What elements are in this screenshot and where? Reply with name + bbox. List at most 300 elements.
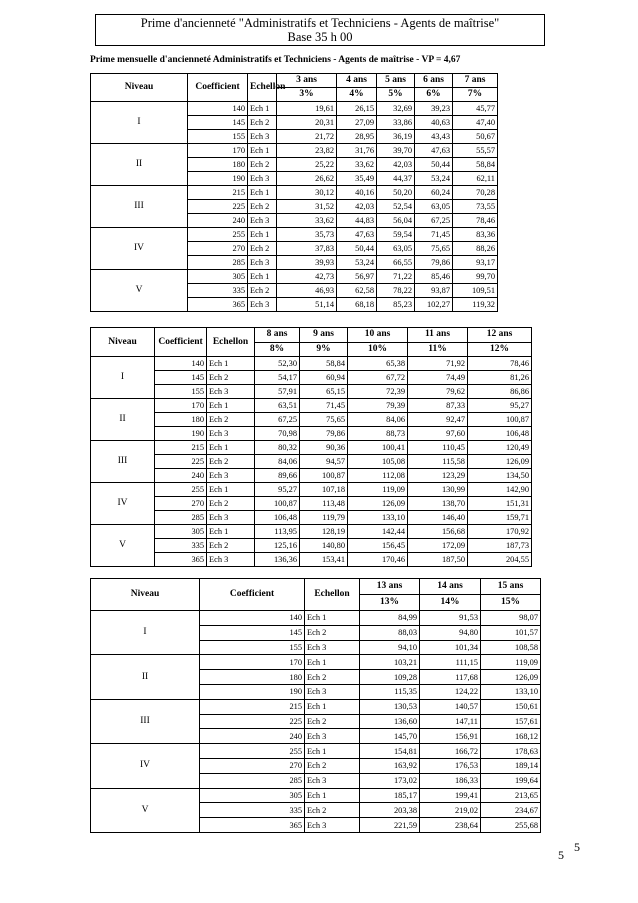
amount-cell: 79,86 — [300, 427, 348, 441]
coefficient-cell: 305 — [188, 270, 248, 284]
amount-cell: 95,27 — [255, 483, 300, 497]
amount-cell: 126,09 — [481, 670, 541, 685]
coefficient-cell: 225 — [155, 455, 207, 469]
echellon-cell: Ech 1 — [305, 744, 360, 759]
amount-cell: 187,50 — [408, 553, 468, 567]
amount-cell: 75,65 — [415, 242, 453, 256]
amount-cell: 97,60 — [408, 427, 468, 441]
amount-cell: 156,68 — [408, 525, 468, 539]
amount-cell: 50,67 — [453, 130, 498, 144]
amount-cell: 62,11 — [453, 172, 498, 186]
coefficient-cell: 170 — [188, 144, 248, 158]
percent-header: 4% — [337, 88, 377, 102]
years-header: 12 ans — [468, 328, 532, 343]
amount-cell: 37,83 — [277, 242, 337, 256]
coefficient-cell: 335 — [200, 803, 305, 818]
coefficient-cell: 255 — [155, 483, 207, 497]
percent-header: 3% — [277, 88, 337, 102]
echellon-cell: Ech 3 — [305, 818, 360, 833]
amount-cell: 107,18 — [300, 483, 348, 497]
years-header: 4 ans — [337, 74, 377, 88]
amount-cell: 45,77 — [453, 102, 498, 116]
years-header: 8 ans — [255, 328, 300, 343]
coefficient-cell: 365 — [200, 818, 305, 833]
coefficient-cell: 285 — [200, 773, 305, 788]
niveau-cell: III — [91, 186, 188, 228]
niveau-cell: III — [91, 699, 200, 743]
amount-cell: 66,55 — [377, 256, 415, 270]
coefficient-header: Coefficient — [188, 74, 248, 102]
amount-cell: 57,91 — [255, 385, 300, 399]
amount-cell: 31,76 — [337, 144, 377, 158]
amount-cell: 126,09 — [348, 497, 408, 511]
niveau-header: Niveau — [91, 579, 200, 611]
amount-cell: 120,49 — [468, 441, 532, 455]
amount-cell: 140,80 — [300, 539, 348, 553]
amount-cell: 108,58 — [481, 640, 541, 655]
percent-header: 12% — [468, 342, 532, 357]
years-header: 6 ans — [415, 74, 453, 88]
amount-cell: 100,87 — [255, 497, 300, 511]
niveau-cell: I — [91, 357, 155, 399]
table-row — [91, 611, 614, 626]
table-row — [91, 699, 614, 714]
amount-cell: 113,95 — [255, 525, 300, 539]
amount-cell: 133,10 — [481, 684, 541, 699]
amount-cell: 105,08 — [348, 455, 408, 469]
amount-cell: 150,61 — [481, 699, 541, 714]
amount-cell: 72,39 — [348, 385, 408, 399]
amount-cell: 130,99 — [408, 483, 468, 497]
amount-cell: 30,12 — [277, 186, 337, 200]
amount-cell: 189,14 — [481, 758, 541, 773]
table-row — [91, 441, 532, 455]
table-row — [91, 371, 532, 385]
coefficient-cell: 180 — [188, 158, 248, 172]
amount-cell: 46,93 — [277, 284, 337, 298]
amount-cell: 234,67 — [481, 803, 541, 818]
amount-cell: 133,10 — [348, 511, 408, 525]
coefficient-cell: 305 — [155, 525, 207, 539]
percent-header: 5% — [377, 88, 415, 102]
amount-cell: 35,73 — [277, 228, 337, 242]
amount-cell: 58,84 — [300, 357, 348, 371]
coefficient-cell: 215 — [188, 186, 248, 200]
amount-cell: 91,53 — [420, 611, 481, 626]
years-header: 13 ans — [360, 579, 420, 595]
amount-cell: 40,63 — [415, 116, 453, 130]
amount-cell: 94,57 — [300, 455, 348, 469]
amount-cell: 115,35 — [360, 684, 420, 699]
echellon-cell: Ech 3 — [207, 511, 255, 525]
percent-header: 15% — [481, 595, 541, 611]
amount-cell: 58,84 — [453, 158, 498, 172]
amount-cell: 203,38 — [360, 803, 420, 818]
coefficient-cell: 140 — [188, 102, 248, 116]
amount-cell: 84,06 — [255, 455, 300, 469]
amount-cell: 98,07 — [481, 611, 541, 626]
percent-header: 14% — [420, 595, 481, 611]
percent-header: 6% — [415, 88, 453, 102]
amount-cell: 88,26 — [453, 242, 498, 256]
echellon-cell: Ech 1 — [207, 357, 255, 371]
echellon-cell: Ech 3 — [305, 640, 360, 655]
amount-cell: 27,09 — [337, 116, 377, 130]
amount-cell: 65,38 — [348, 357, 408, 371]
amount-cell: 71,45 — [300, 399, 348, 413]
echellon-cell: Ech 1 — [248, 270, 277, 284]
echellon-cell: Ech 2 — [248, 284, 277, 298]
amount-cell: 50,44 — [337, 242, 377, 256]
amount-cell: 53,24 — [415, 172, 453, 186]
coefficient-cell: 335 — [155, 539, 207, 553]
years-header: 9 ans — [300, 328, 348, 343]
amount-cell: 157,61 — [481, 714, 541, 729]
amount-cell: 89,66 — [255, 469, 300, 483]
amount-cell: 19,61 — [277, 102, 337, 116]
coefficient-cell: 285 — [188, 256, 248, 270]
echellon-cell: Ech 2 — [305, 625, 360, 640]
amount-cell: 60,94 — [300, 371, 348, 385]
table-row — [91, 399, 532, 413]
amount-cell: 142,90 — [468, 483, 532, 497]
amount-cell: 90,36 — [300, 441, 348, 455]
echellon-cell: Ech 2 — [207, 455, 255, 469]
echellon-cell: Ech 3 — [305, 684, 360, 699]
coefficient-cell: 270 — [200, 758, 305, 773]
amount-cell: 166,72 — [420, 744, 481, 759]
amount-cell: 84,06 — [348, 413, 408, 427]
amount-cell: 156,91 — [420, 729, 481, 744]
amount-cell: 219,02 — [420, 803, 481, 818]
coefficient-cell: 225 — [200, 714, 305, 729]
amount-cell: 154,81 — [360, 744, 420, 759]
document-title-base: Base 35 h 00 — [287, 30, 353, 44]
amount-cell: 33,86 — [377, 116, 415, 130]
amount-cell: 59,54 — [377, 228, 415, 242]
echellon-cell: Ech 2 — [207, 539, 255, 553]
coefficient-cell: 270 — [188, 242, 248, 256]
echellon-cell: Ech 1 — [207, 483, 255, 497]
amount-cell: 42,03 — [377, 158, 415, 172]
niveau-header: Niveau — [91, 328, 155, 357]
coefficient-header: Coefficient — [200, 579, 305, 611]
coefficient-cell: 365 — [188, 298, 248, 312]
echellon-cell: Ech 2 — [305, 714, 360, 729]
echellon-cell: Ech 1 — [248, 186, 277, 200]
amount-cell: 39,23 — [415, 102, 453, 116]
amount-cell: 79,62 — [408, 385, 468, 399]
coefficient-cell: 145 — [155, 371, 207, 385]
coefficient-cell: 180 — [155, 413, 207, 427]
amount-cell: 32,69 — [377, 102, 415, 116]
amount-cell: 140,57 — [420, 699, 481, 714]
amount-cell: 119,79 — [300, 511, 348, 525]
table-row — [91, 525, 532, 539]
table-row — [91, 357, 532, 371]
amount-cell: 138,70 — [408, 497, 468, 511]
amount-cell: 172,09 — [408, 539, 468, 553]
amount-cell: 63,05 — [377, 242, 415, 256]
table-row — [91, 186, 549, 200]
niveau-cell: III — [91, 441, 155, 483]
amount-cell: 94,10 — [360, 640, 420, 655]
amount-cell: 75,65 — [300, 413, 348, 427]
amount-cell: 163,92 — [360, 758, 420, 773]
amount-cell: 35,49 — [337, 172, 377, 186]
percent-header: 10% — [348, 342, 408, 357]
table-row — [91, 270, 549, 284]
amount-cell: 28,95 — [337, 130, 377, 144]
coefficient-cell: 270 — [155, 497, 207, 511]
echellon-cell: Ech 1 — [305, 611, 360, 626]
amount-cell: 39,70 — [377, 144, 415, 158]
table-caption: Prime mensuelle d'ancienneté Administratifs et Techniciens - Agents de maîtrise - VP = 4,67 — [90, 55, 461, 65]
amount-cell: 50,44 — [415, 158, 453, 172]
coefficient-cell: 335 — [188, 284, 248, 298]
amount-cell: 47,63 — [415, 144, 453, 158]
amount-cell: 124,22 — [420, 684, 481, 699]
amount-cell: 88,03 — [360, 625, 420, 640]
amount-cell: 176,53 — [420, 758, 481, 773]
amount-cell: 42,73 — [277, 270, 337, 284]
table-row — [91, 497, 532, 511]
coefficient-cell: 240 — [155, 469, 207, 483]
amount-cell: 83,36 — [453, 228, 498, 242]
amount-cell: 78,46 — [453, 214, 498, 228]
amount-cell: 213,65 — [481, 788, 541, 803]
percent-header: 7% — [453, 88, 498, 102]
amount-cell: 106,48 — [255, 511, 300, 525]
page-number-secondary: 5 — [574, 840, 580, 854]
document-title: Prime d'ancienneté "Administratifs et Techniciens - Agents de maîtrise" — [140, 16, 500, 30]
coefficient-cell: 155 — [188, 130, 248, 144]
coefficient-header: Coefficient — [155, 328, 207, 357]
echellon-cell: Ech 1 — [207, 399, 255, 413]
amount-cell: 31,52 — [277, 200, 337, 214]
amount-cell: 86,86 — [468, 385, 532, 399]
amount-cell: 95,27 — [468, 399, 532, 413]
table-row — [91, 413, 532, 427]
echellon-cell: Ech 1 — [305, 788, 360, 803]
amount-cell: 80,32 — [255, 441, 300, 455]
amount-cell: 151,31 — [468, 497, 532, 511]
echellon-cell: Ech 3 — [248, 256, 277, 270]
percent-header: 13% — [360, 595, 420, 611]
amount-cell: 173,02 — [360, 773, 420, 788]
echellon-cell: Ech 2 — [207, 497, 255, 511]
amount-cell: 78,46 — [468, 357, 532, 371]
coefficient-cell: 190 — [188, 172, 248, 186]
niveau-cell: V — [91, 788, 200, 832]
coefficient-cell: 215 — [200, 699, 305, 714]
amount-cell: 221,59 — [360, 818, 420, 833]
echellon-cell: Ech 2 — [305, 803, 360, 818]
amount-cell: 170,46 — [348, 553, 408, 567]
amount-cell: 204,55 — [468, 553, 532, 567]
coefficient-cell: 145 — [188, 116, 248, 130]
niveau-cell: IV — [91, 483, 155, 525]
amount-cell: 50,20 — [377, 186, 415, 200]
niveau-cell: IV — [91, 228, 188, 270]
amount-cell: 92,47 — [408, 413, 468, 427]
amount-cell: 106,48 — [468, 427, 532, 441]
echellon-cell: Ech 2 — [305, 758, 360, 773]
amount-cell: 52,30 — [255, 357, 300, 371]
echellon-cell: Ech 1 — [207, 441, 255, 455]
echellon-cell: Ech 3 — [207, 427, 255, 441]
coefficient-cell: 240 — [188, 214, 248, 228]
niveau-cell: IV — [91, 744, 200, 788]
years-header: 14 ans — [420, 579, 481, 595]
amount-cell: 156,45 — [348, 539, 408, 553]
echellon-cell: Ech 2 — [207, 371, 255, 385]
amount-cell: 119,09 — [348, 483, 408, 497]
years-header: 15 ans — [481, 579, 541, 595]
table-row — [91, 744, 614, 759]
echellon-cell: Ech 1 — [305, 699, 360, 714]
amount-cell: 115,58 — [408, 455, 468, 469]
niveau-cell: II — [91, 655, 200, 699]
coefficient-cell: 255 — [200, 744, 305, 759]
table-row — [91, 469, 532, 483]
amount-cell: 71,22 — [377, 270, 415, 284]
percent-header: 8% — [255, 342, 300, 357]
amount-cell: 186,33 — [420, 773, 481, 788]
amount-cell: 199,41 — [420, 788, 481, 803]
echellon-cell: Ech 1 — [305, 655, 360, 670]
echellon-cell: Ech 3 — [305, 729, 360, 744]
amount-cell: 36,19 — [377, 130, 415, 144]
echellon-header: Echellon — [207, 328, 255, 357]
amount-cell: 126,09 — [468, 455, 532, 469]
page-number: 5 — [558, 848, 564, 862]
coefficient-cell: 190 — [155, 427, 207, 441]
coefficient-cell: 305 — [200, 788, 305, 803]
amount-cell: 168,12 — [481, 729, 541, 744]
table-row — [91, 427, 532, 441]
amount-cell: 88,73 — [348, 427, 408, 441]
amount-cell: 21,72 — [277, 130, 337, 144]
document-title-box — [95, 14, 545, 46]
amount-cell: 113,48 — [300, 497, 348, 511]
table-row — [91, 655, 614, 670]
amount-cell: 67,25 — [415, 214, 453, 228]
niveau-cell: V — [91, 525, 155, 567]
amount-cell: 103,21 — [360, 655, 420, 670]
amount-cell: 93,87 — [415, 284, 453, 298]
table-row — [91, 144, 549, 158]
echellon-cell: Ech 3 — [248, 214, 277, 228]
amount-cell: 33,62 — [277, 214, 337, 228]
amount-cell: 153,41 — [300, 553, 348, 567]
amount-cell: 44,37 — [377, 172, 415, 186]
coefficient-cell: 240 — [200, 729, 305, 744]
amount-cell: 136,60 — [360, 714, 420, 729]
amount-cell: 40,16 — [337, 186, 377, 200]
amount-cell: 112,08 — [348, 469, 408, 483]
coefficient-cell: 170 — [200, 655, 305, 670]
amount-cell: 146,40 — [408, 511, 468, 525]
coefficient-cell: 140 — [200, 611, 305, 626]
amount-cell: 74,49 — [408, 371, 468, 385]
coefficient-cell: 365 — [155, 553, 207, 567]
amount-cell: 60,24 — [415, 186, 453, 200]
amount-cell: 119,32 — [453, 298, 498, 312]
table-row — [91, 483, 532, 497]
echellon-cell: Ech 1 — [248, 102, 277, 116]
echellon-cell: Ech 3 — [207, 385, 255, 399]
amount-cell: 117,68 — [420, 670, 481, 685]
seniority-table-2 — [90, 327, 532, 567]
amount-cell: 52,54 — [377, 200, 415, 214]
years-header: 10 ans — [348, 328, 408, 343]
amount-cell: 142,44 — [348, 525, 408, 539]
amount-cell: 93,17 — [453, 256, 498, 270]
amount-cell: 43,43 — [415, 130, 453, 144]
echellon-cell: Ech 1 — [248, 228, 277, 242]
amount-cell: 187,73 — [468, 539, 532, 553]
amount-cell: 101,34 — [420, 640, 481, 655]
echellon-cell: Ech 2 — [207, 413, 255, 427]
amount-cell: 39,93 — [277, 256, 337, 270]
coefficient-cell: 225 — [188, 200, 248, 214]
amount-cell: 110,45 — [408, 441, 468, 455]
echellon-cell: Ech 1 — [207, 525, 255, 539]
niveau-cell: II — [91, 144, 188, 186]
years-header: 7 ans — [453, 74, 498, 88]
amount-cell: 130,53 — [360, 699, 420, 714]
amount-cell: 51,14 — [277, 298, 337, 312]
echellon-cell: Ech 3 — [207, 469, 255, 483]
coefficient-cell: 180 — [200, 670, 305, 685]
amount-cell: 238,64 — [420, 818, 481, 833]
table-row — [91, 228, 549, 242]
coefficient-cell: 145 — [200, 625, 305, 640]
echellon-cell: Ech 3 — [305, 773, 360, 788]
amount-cell: 70,28 — [453, 186, 498, 200]
amount-cell: 145,70 — [360, 729, 420, 744]
seniority-table-1 — [90, 73, 549, 312]
amount-cell: 71,45 — [415, 228, 453, 242]
amount-cell: 62,58 — [337, 284, 377, 298]
amount-cell: 99,70 — [453, 270, 498, 284]
echellon-cell: Ech 2 — [248, 158, 277, 172]
amount-cell: 73,55 — [453, 200, 498, 214]
amount-cell: 170,92 — [468, 525, 532, 539]
amount-cell: 54,17 — [255, 371, 300, 385]
amount-cell: 255,68 — [481, 818, 541, 833]
table-row — [91, 553, 532, 567]
coefficient-cell: 190 — [200, 684, 305, 699]
amount-cell: 55,57 — [453, 144, 498, 158]
amount-cell: 81,26 — [468, 371, 532, 385]
coefficient-cell: 215 — [155, 441, 207, 455]
echellon-cell: Ech 2 — [305, 670, 360, 685]
amount-cell: 185,17 — [360, 788, 420, 803]
amount-cell: 71,92 — [408, 357, 468, 371]
table-row — [91, 788, 614, 803]
amount-cell: 65,15 — [300, 385, 348, 399]
echellon-cell: Ech 2 — [248, 200, 277, 214]
echellon-cell: Ech 1 — [248, 144, 277, 158]
niveau-header: Niveau — [91, 74, 188, 102]
amount-cell: 70,98 — [255, 427, 300, 441]
amount-cell: 85,46 — [415, 270, 453, 284]
amount-cell: 67,25 — [255, 413, 300, 427]
table-row — [91, 455, 532, 469]
amount-cell: 25,22 — [277, 158, 337, 172]
